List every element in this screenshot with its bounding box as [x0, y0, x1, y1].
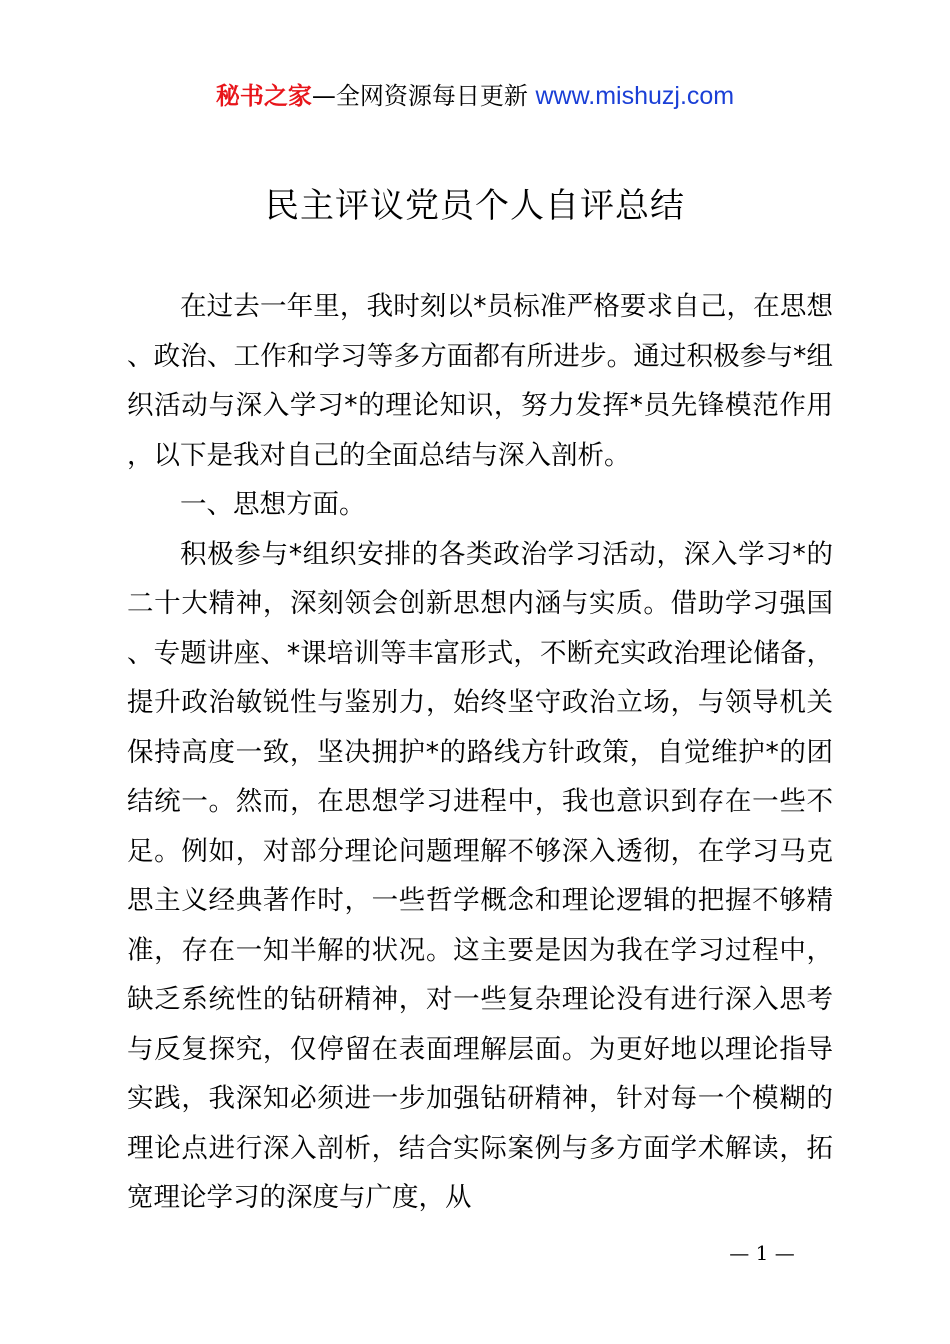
- document-body: [127, 282, 833, 1223]
- thought-paragraph: 积极参与*组织安排的各类政治学习活动，深入学习*的二十大精神，深刻领会创新思想内涵与实质。借助学习强国、专题讲座、*课培训等丰富形式，不断充实政治理论储备，提升政治敏锐性与鉴别力，始终坚守政治立场，与领导机关保持高度一致，坚决拥护*的路线方针政策，自觉维护*的团结统一。然而，在思想学习进程中，我也意识到存在一些不足。例如，对部分理论问题理解不够深入透彻，在学习马克思主义经典著作时，一些哲学概念和理论逻辑的把握不够精准，存在一知半解的状况。这主要是因为我在学习过程中，缺乏系统性的钻研精神，对一些复杂理论没有进行深入思考与反复探究，仅停留在表面理解层面。为更好地以理论指导实践，我深知必须进一步加强钻研精神，针对每一个模糊的理论点进行深入剖析，结合实际案例与多方面学术解读，拓宽理论学习的深度与广度，从: [127, 538, 833, 1213]
- brand-name: 秘书之家: [215, 82, 312, 110]
- document-title: 民主评议党员个人自评总结: [265, 186, 685, 226]
- site-url-link[interactable]: www.mishuzj.com: [535, 82, 735, 110]
- site-header: [0, 80, 950, 112]
- intro-paragraph: 在过去一年里，我时刻以*员标准严格要求自己，在思想、政治、工作和学习等多方面都有所进步。通过积极参与*组织活动与深入学习*的理论知识，努力发挥*员先锋模范作用，以下是我对自己的全面总结与深入剖析。: [127, 291, 833, 471]
- page-number: — 1 —: [729, 1241, 795, 1265]
- section-heading-thought: 一、思想方面。: [180, 489, 366, 520]
- header-tagline: —全网资源每日更新: [311, 82, 536, 110]
